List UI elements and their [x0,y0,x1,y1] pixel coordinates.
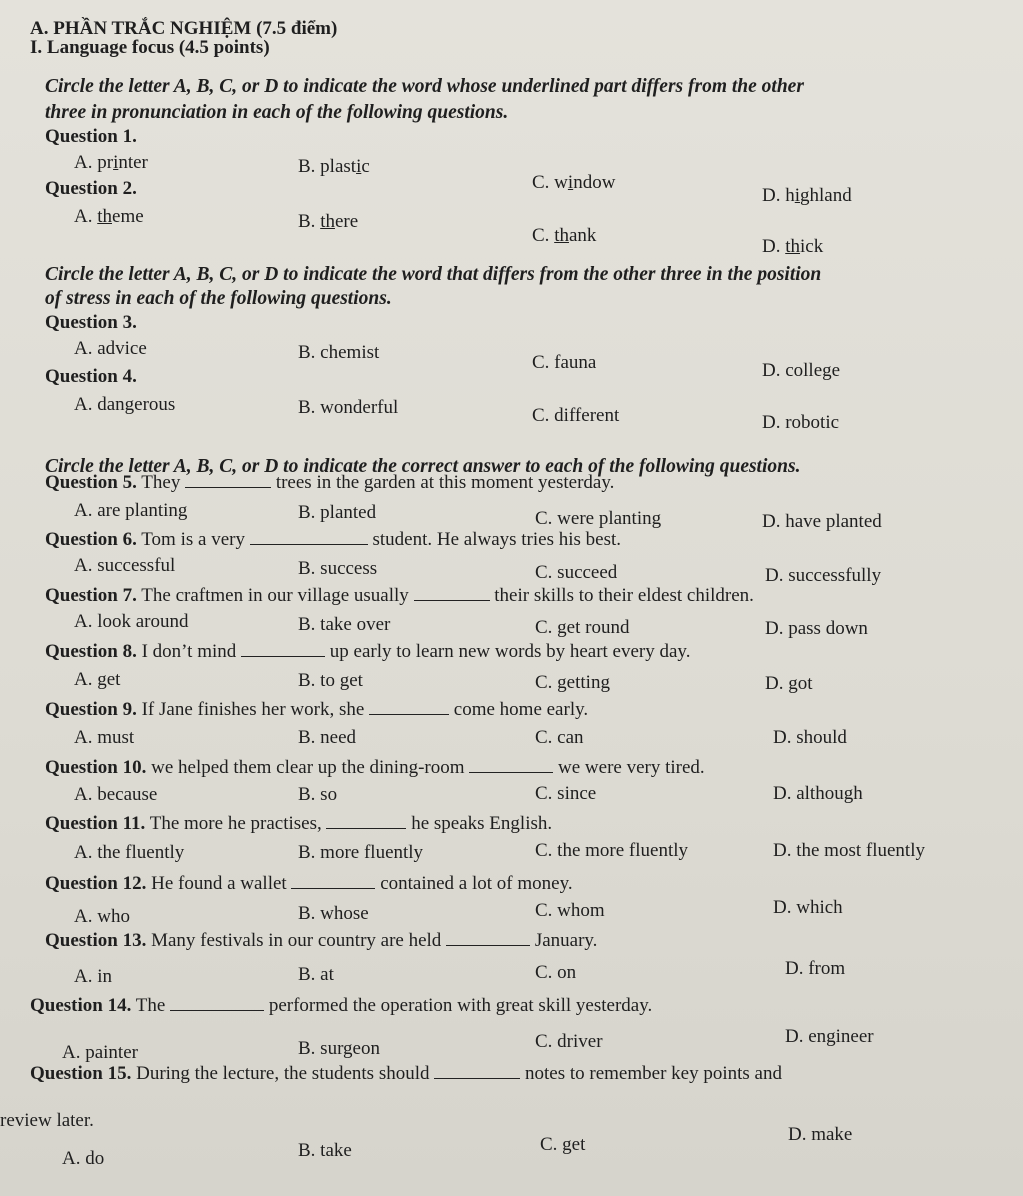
question-12-option-a[interactable]: A. who [74,906,130,927]
stem-text: He found a wallet [151,873,287,894]
underlined-part: i [794,185,801,206]
question-5-option-a[interactable]: A. are planting [74,500,188,521]
question-11-stem [45,813,552,835]
question-13-option-a[interactable]: A. in [74,966,112,987]
stem-text: student. He always tries his best. [372,529,622,550]
stem-text: During the lecture, the students should [136,1063,430,1084]
question-4-option-c[interactable]: C. different [532,405,620,426]
stem-text: The craftmen in our village usually [141,585,409,606]
stem-text: come home early. [453,699,589,720]
question-12-option-c[interactable]: C. whom [535,900,605,921]
question-9-option-b[interactable]: B. need [298,727,357,748]
question-6-option-a[interactable]: A. successful [74,555,176,576]
instruction-correct-answer: Circle the letter A, B, C, or D to indicate the correct answer to each of the following questions. [45,456,801,477]
stem-text: we were very tired. [558,757,705,778]
question-8-option-d[interactable]: D. got [765,673,813,694]
stem-text: notes to remember key points and [525,1063,782,1084]
question-12-option-b[interactable]: B. whose [298,903,369,924]
option-text: ndow [573,172,616,193]
question-label: Question 14. [30,995,132,1016]
question-4-option-d[interactable]: D. robotic [762,412,840,433]
question-11-option-a[interactable]: A. the fluently [74,842,185,863]
question-2-option-a[interactable] [74,206,144,228]
option-text: A. pr [74,152,114,173]
underlined-part: i [113,152,119,173]
question-14-option-c[interactable]: C. driver [535,1031,603,1052]
question-13-stem [45,930,597,952]
question-14-option-b[interactable]: B. surgeon [298,1038,380,1059]
question-11-option-c[interactable]: C. the more fluently [535,840,689,861]
option-text: eme [112,206,144,227]
question-12-stem [45,873,573,895]
stem-text: Tom is a very [141,529,245,550]
underlined-part: th [320,211,335,232]
question-1-option-b[interactable] [298,156,370,178]
question-4-option-b[interactable]: B. wonderful [298,397,399,418]
stem-text: up early to learn new words by heart every day. [329,641,691,662]
question-10-option-b[interactable]: B. so [298,784,338,805]
question-label: Question 9. [45,699,137,720]
question-label: Question 5. [45,472,137,493]
stem-text: January. [534,930,598,951]
answer-blank[interactable] [185,473,271,488]
question-5-option-d[interactable]: D. have planted [762,511,882,532]
question-3-option-a[interactable]: A. advice [74,338,147,359]
stem-text: their skills to their eldest children. [494,585,754,606]
question-1-label: Question 1. [45,126,137,147]
question-label: Question 6. [45,529,137,550]
answer-blank[interactable] [250,530,368,545]
question-7-option-b[interactable]: B. take over [298,614,391,635]
question-6-stem [45,529,621,551]
question-15-stem [30,1063,782,1085]
question-12-option-d[interactable]: D. which [773,897,843,918]
answer-blank[interactable] [369,700,449,715]
option-text: ghland [800,185,852,206]
question-13-option-b[interactable]: B. at [298,964,334,985]
option-text: B. plast [298,156,357,177]
underlined-part: i [356,156,362,177]
question-6-option-d[interactable]: D. successfully [765,565,882,586]
question-9-option-a[interactable]: A. must [74,727,135,748]
answer-blank[interactable] [170,996,264,1011]
stem-text: Many festivals in our country are held [151,930,442,951]
question-label: Question 7. [45,585,137,606]
option-text: ere [334,211,359,232]
question-4-label: Question 4. [45,366,137,387]
question-6-option-c[interactable]: C. succeed [535,562,618,583]
answer-blank[interactable] [434,1064,520,1079]
question-3-option-b[interactable]: B. chemist [298,342,380,363]
question-label: Question 15. [30,1063,132,1084]
answer-blank[interactable] [241,642,325,657]
underlined-part: th [97,206,113,227]
question-2-option-d[interactable] [762,236,823,258]
option-text: c [361,156,370,177]
stem-text: trees in the garden at this moment yesterday. [275,472,615,493]
option-text: ank [568,225,597,246]
question-14-option-d[interactable]: D. engineer [785,1026,874,1047]
question-label: Question 10. [45,757,147,778]
stem-text: he speaks English. [411,813,553,834]
stem-text: I don’t mind [141,641,237,662]
question-8-option-a[interactable]: A. get [74,669,121,690]
option-text: A. [74,206,98,227]
question-2-option-c[interactable] [532,225,596,247]
stem-text: The [135,995,166,1016]
instruction-pronunciation-line1: Circle the letter A, B, C, or D to indicate the word whose underlined part differs from the other [45,76,804,97]
underlined-part: th [554,225,569,246]
question-14-option-a[interactable]: A. painter [62,1042,138,1063]
stem-text: The more he practises, [149,813,322,834]
underlined-part: i [567,172,574,193]
question-9-option-c[interactable]: C. can [535,727,584,748]
stem-text: contained a lot of money. [380,873,573,894]
question-15-option-b[interactable]: B. take [298,1140,352,1161]
question-7-stem [45,585,754,607]
question-13-option-d[interactable]: D. from [785,958,846,979]
question-11-option-d[interactable]: D. the most fluently [773,840,925,861]
question-3-option-d[interactable]: D. college [762,360,841,381]
section-heading: A. PHẦN TRẮC NGHIỆM (7.5 điểm) [30,18,338,39]
question-15-option-a[interactable]: A. do [62,1148,105,1169]
underlined-part: th [785,236,801,257]
question-14-stem [30,995,652,1017]
part-heading: I. Language focus (4.5 points) [30,37,270,58]
answer-blank[interactable] [414,586,490,601]
question-8-option-b[interactable]: B. to get [298,670,363,691]
question-10-option-a[interactable]: A. because [74,784,158,805]
question-label: Question 8. [45,641,137,662]
question-13-option-c[interactable]: C. on [535,962,577,983]
question-5-stem [45,472,614,494]
question-8-stem [45,641,690,663]
answer-blank[interactable] [446,931,530,946]
question-15-option-d[interactable]: D. make [788,1124,853,1145]
question-7-option-c[interactable]: C. get round [535,617,630,638]
option-text: C. [532,225,555,246]
instruction-stress-line2: of stress in each of the following questions. [45,288,392,309]
question-11-option-b[interactable]: B. more fluently [298,842,424,863]
question-9-stem [45,699,588,721]
question-9-option-d[interactable]: D. should [773,727,847,748]
question-15-stem-continued: review later. [0,1110,94,1131]
question-5-option-b[interactable]: B. planted [298,502,377,523]
option-text: D. [762,236,786,257]
answer-blank[interactable] [326,814,406,829]
question-label: Question 12. [45,873,147,894]
option-text: nter [118,152,148,173]
option-text: D. h [762,185,795,206]
option-text: B. [298,211,321,232]
stem-text: performed the operation with great skill yesterday. [268,995,653,1016]
question-1-option-d[interactable] [762,185,852,207]
answer-blank[interactable] [469,758,553,773]
stem-text: They [141,472,181,493]
question-2-label: Question 2. [45,178,137,199]
question-10-option-c[interactable]: C. since [535,783,597,804]
question-6-option-b[interactable]: B. success [298,558,378,579]
question-8-option-c[interactable]: C. getting [535,672,610,693]
question-4-option-a[interactable]: A. dangerous [74,394,176,415]
question-3-label: Question 3. [45,312,137,333]
question-3-option-c[interactable]: C. fauna [532,352,597,373]
question-7-option-a[interactable]: A. look around [74,611,189,632]
question-10-stem [45,757,705,779]
question-1-option-a[interactable] [74,152,148,174]
instruction-pronunciation-line2: three in pronunciation in each of the following questions. [45,102,509,123]
stem-text: If Jane finishes her work, she [141,699,365,720]
question-15-option-c[interactable]: C. get [540,1134,586,1155]
instruction-stress-line1: Circle the letter A, B, C, or D to indicate the word that differs from the other three in the position [45,264,822,285]
question-10-option-d[interactable]: D. although [773,783,863,804]
option-text: ick [800,236,824,257]
question-2-option-b[interactable] [298,211,358,233]
question-label: Question 13. [45,930,147,951]
question-7-option-d[interactable]: D. pass down [765,618,868,639]
option-text: C. w [532,172,568,193]
question-1-option-c[interactable] [532,172,615,194]
answer-blank[interactable] [291,874,375,889]
question-5-option-c[interactable]: C. were planting [535,508,662,529]
question-label: Question 11. [45,813,146,834]
stem-text: we helped them clear up the dining-room [151,757,465,778]
